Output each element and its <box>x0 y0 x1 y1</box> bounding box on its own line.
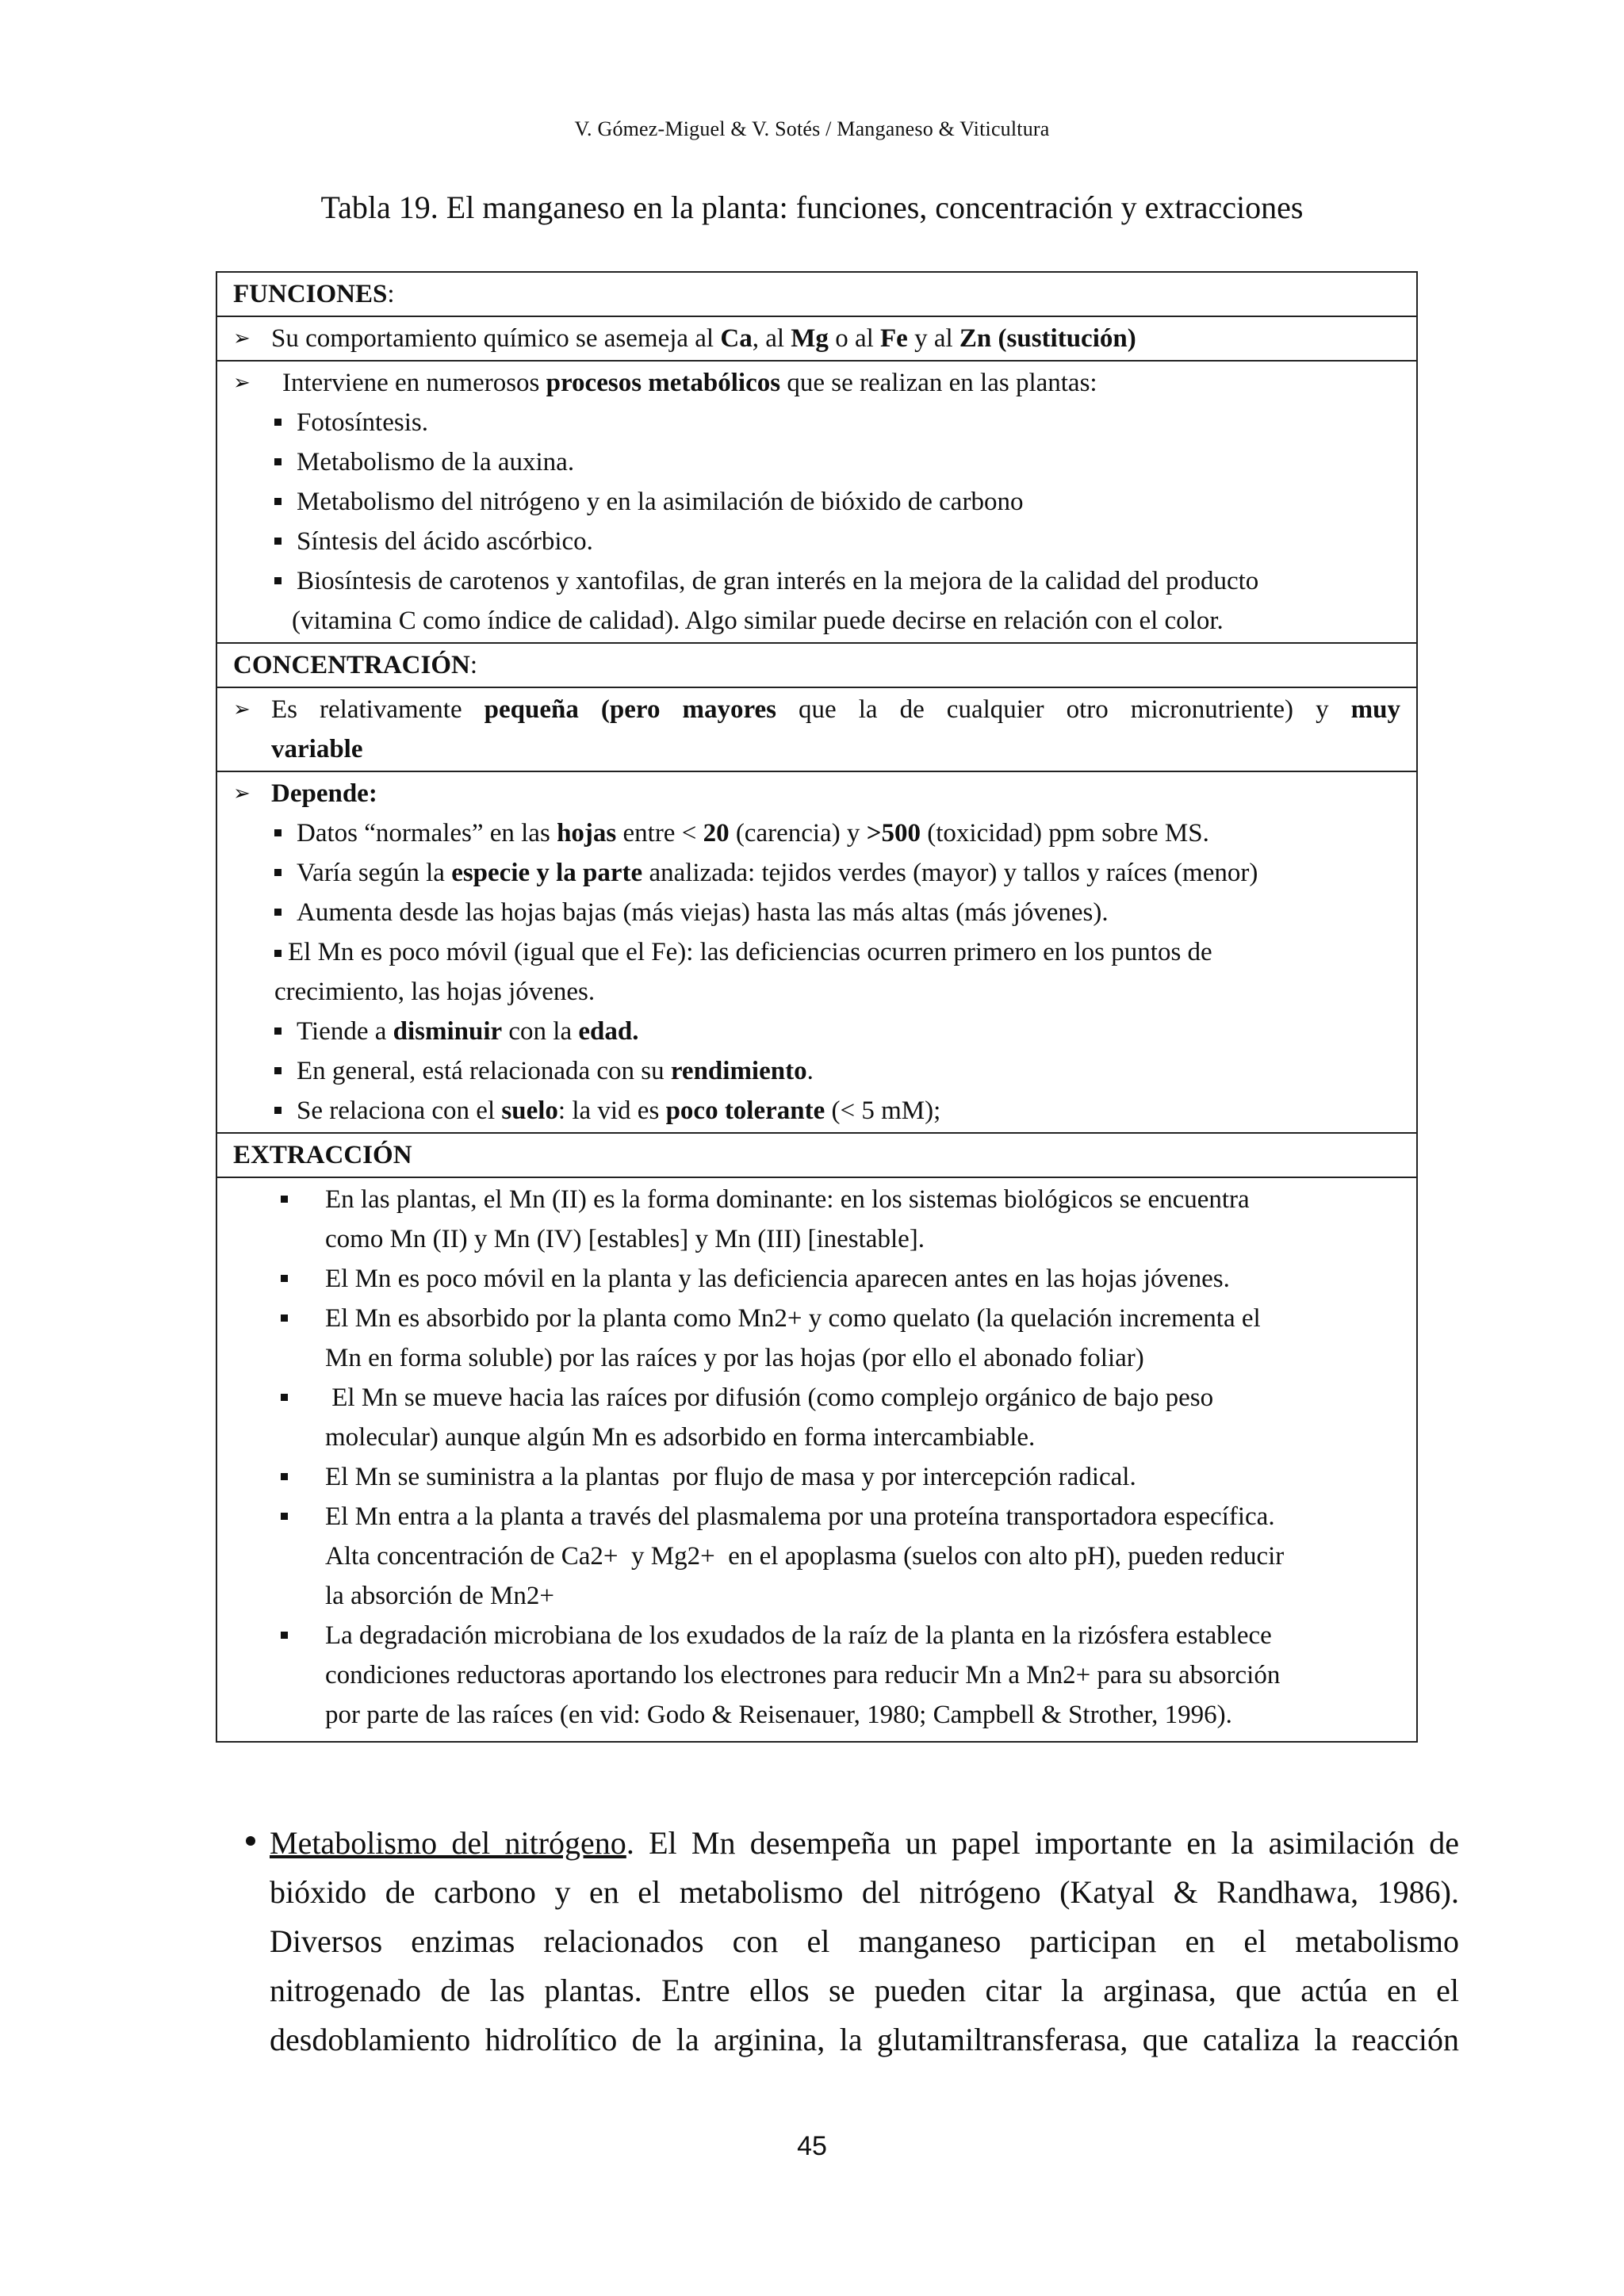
concentracion-item-pequena: ➢ Es relativamente pequeña (pero mayores que la de cualquier otro micronutriente) y muy variable <box>217 688 1416 772</box>
list-item: El Mn es poco móvil (igual que el Fe): las deficiencias ocurren primero en los puntos de <box>233 932 1400 972</box>
list-item-continuation: crecimiento, las hojas jóvenes. <box>274 978 596 1006</box>
funciones-item-procesos: ➢ Interviene en numerosos procesos metabólicos que se realizan en las plantas: Fotosíntesis. Metabolismo de la auxina. Metabolismo del nitrógeno y en la asimilación de bióxido de carbono Síntesis del ácido ascórbico. Biosíntesis de carotenos y xantofilas, de gran interés en la mejora de la calidad del producto (vitamina C como índice de calidad). Algo similar puede decirse en relación con el color. <box>217 362 1416 644</box>
paragraph-line: Metabolismo del nitrógeno. El Mn desempeña un papel importante en la asimilación de <box>270 1819 1459 1868</box>
section-term: Metabolismo del nitrógeno <box>270 1825 626 1861</box>
list-item-continuation: (vitamina C como índice de calidad). Algo similar puede decirse en relación con el color. <box>292 607 1224 635</box>
funciones-item-quimico: ➢ Su comportamiento químico se asemeja al Ca, al Mg o al Fe y al Zn (sustitución) <box>217 317 1416 362</box>
arrow-bullet-icon: ➢ <box>233 371 251 395</box>
paragraph-line: desdoblamiento hidrolítico de la arginina, la glutamiltransferasa, que cataliza la reacción <box>270 2022 1459 2057</box>
list-item: El Mn se mueve hacia las raíces por difusión (como complejo orgánico de bajo peso molecular) aunque algún Mn es adsorbido en forma intercambiable. <box>233 1378 1400 1457</box>
list-item: Datos “normales” en las hojas entre < 20 (carencia) y >500 (toxicidad) ppm sobre MS. <box>233 813 1400 853</box>
list-item: Varía según la especie y la parte analizada: tejidos verdes (mayor) y tallos y raíces (menor) <box>233 853 1400 893</box>
table-title: Tabla 19. El manganeso en la planta: funciones, concentración y extracciones <box>320 189 1304 225</box>
page-number: 45 <box>797 2131 827 2161</box>
extraccion-heading: EXTRACCIÓN <box>217 1134 1416 1178</box>
paragraph-line: bióxido de carbono y en el metabolismo del nitrógeno (Katyal & Randhawa, 1986). <box>270 1874 1459 1910</box>
list-item: En las plantas, el Mn (II) es la forma dominante: en los sistemas biológicos se encuentra como Mn (II) y Mn (IV) [estables] y Mn (III) [inestable]. <box>233 1180 1400 1259</box>
paragraph-line: nitrogenado de las plantas. Entre ellos se pueden citar la arginasa, que actúa en el <box>270 1973 1459 2008</box>
list-item: El Mn se suministra a la plantas por flujo de masa y por intercepción radical. <box>233 1457 1400 1497</box>
list-item: Tiende a disminuir con la edad. <box>233 1012 1400 1051</box>
bullet-dot-icon <box>246 1836 255 1846</box>
list-item: Biosíntesis de carotenos y xantofilas, de gran interés en la mejora de la calidad del producto <box>233 561 1400 601</box>
list-item: Metabolismo del nitrógeno y en la asimilación de bióxido de carbono <box>233 482 1400 522</box>
arrow-bullet-icon: ➢ <box>233 782 251 806</box>
list-item: El Mn es absorbido por la planta como Mn2+ y como quelato (la quelación incrementa el Mn en forma soluble) por las raíces y por las hojas (por ello el abonado foliar) <box>233 1299 1400 1378</box>
extraccion-list <box>217 1178 1416 1741</box>
summary-table <box>216 271 1418 1743</box>
list-item: La degradación microbiana de los exudados de la raíz de la planta en la rizósfera establece condiciones reductoras aportando los electrones para reducir Mn a Mn2+ para su absorción por parte de las raíces (en vid: Godo & Reisenauer, 1980; Campbell & Strother, 1996). <box>233 1616 1400 1735</box>
list-item: Fotosíntesis. <box>233 403 1400 442</box>
arrow-bullet-icon: ➢ <box>233 327 251 350</box>
arrow-bullet-icon: ➢ <box>233 698 251 721</box>
list-item: En general, está relacionada con su rendimiento. <box>233 1051 1400 1091</box>
concentracion-heading: CONCENTRACIÓN: <box>217 644 1416 688</box>
paragraph-line: Diversos enzimas relacionados con el manganeso participan en el metabolismo <box>270 1923 1459 1959</box>
list-item: Se relaciona con el suelo: la vid es poco tolerante (< 5 mM); <box>233 1091 1400 1131</box>
body-paragraph <box>270 1819 1459 2064</box>
concentracion-depende: ➢ Depende: Datos “normales” en las hojas entre < 20 (carencia) y >500 (toxicidad) ppm sobre MS. Varía según la especie y la parte analizada: tejidos verdes (mayor) y tallos y raíces (menor) Aumenta desde las hojas bajas (más viejas) hasta las más altas (más jóvenes). El Mn es poco móvil (igual que el Fe): las deficiencias ocurren primero en los puntos de crecimiento, las hojas jóvenes. Tiende a disminuir con la edad. En general, está relacionada con su rendimiento. Se relaciona con el suelo: la vid es poco tolerante (< 5 mM); <box>217 772 1416 1134</box>
list-item: El Mn entra a la planta a través del plasmalema por una proteína transportadora específica. Alta concentración de Ca2+ y Mg2+ en el apoplasma (suelos con alto pH), pueden reducir la absorción de Mn2+ <box>233 1497 1400 1616</box>
list-item: El Mn es poco móvil en la planta y las deficiencia aparecen antes en las hojas jóvenes. <box>233 1259 1400 1299</box>
funciones-heading: FUNCIONES: <box>217 273 1416 317</box>
running-header: V. Gómez-Miguel & V. Sotés / Manganeso & Viticultura <box>574 117 1050 140</box>
list-item: Aumenta desde las hojas bajas (más viejas) hasta las más altas (más jóvenes). <box>233 893 1400 932</box>
list-item: Metabolismo de la auxina. <box>233 442 1400 482</box>
list-item: Síntesis del ácido ascórbico. <box>233 522 1400 561</box>
